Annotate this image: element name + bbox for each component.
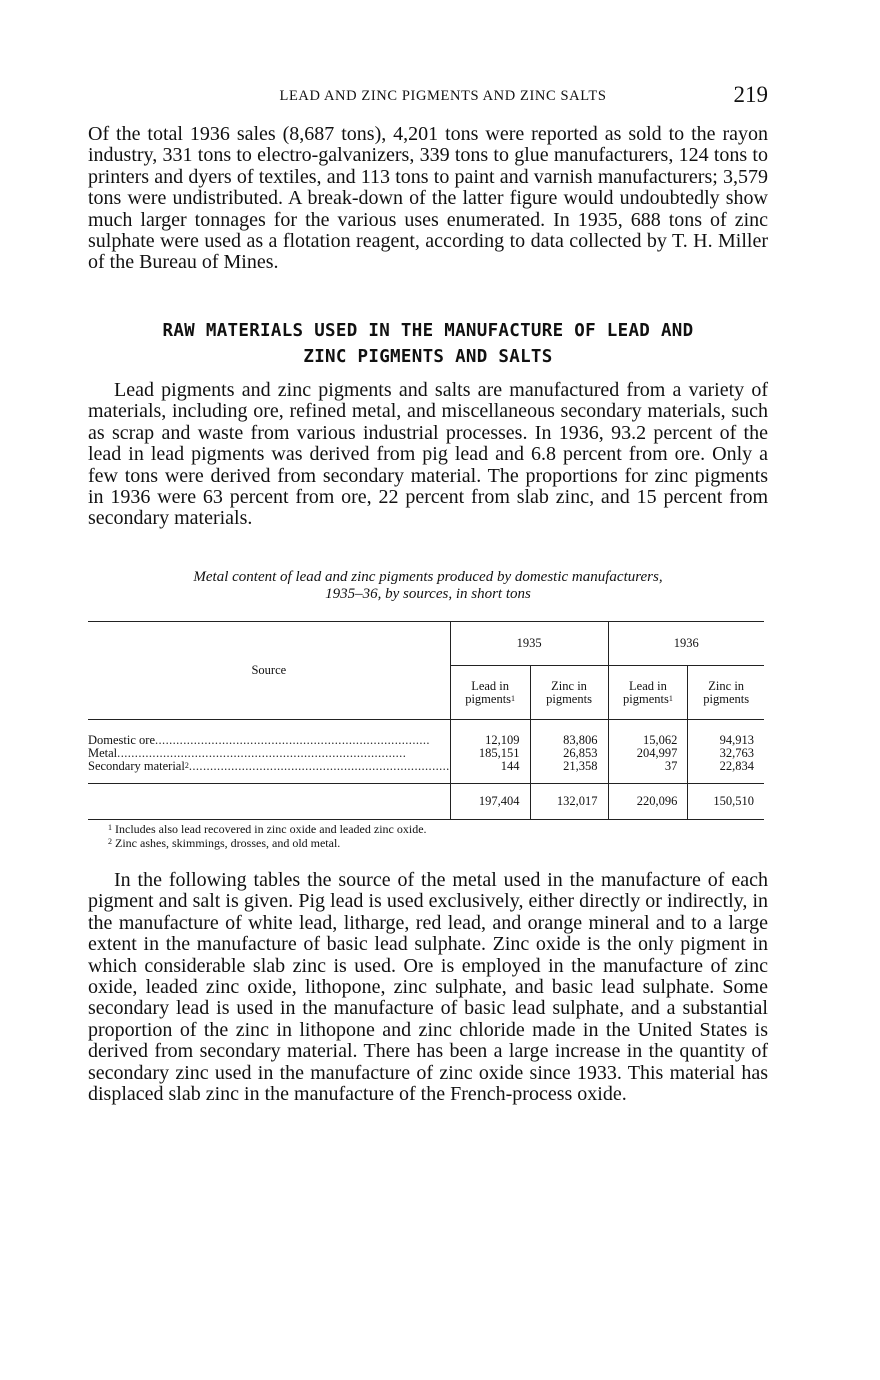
cell-value: 12,109 <box>450 720 530 748</box>
running-title: LEAD AND ZINC PIGMENTS AND ZINC SALTS <box>279 88 607 104</box>
total-value: 150,510 <box>688 784 764 820</box>
cell-value: 21,358 <box>530 760 608 784</box>
cell-value: 37 <box>608 760 688 784</box>
cell-value: 144 <box>450 760 530 784</box>
cell-value: 26,853 <box>530 747 608 760</box>
table-totals-row <box>88 784 764 820</box>
total-value: 197,404 <box>450 784 530 820</box>
cell-value: 15,062 <box>608 720 688 748</box>
page-number: 219 <box>733 82 768 107</box>
paragraph-rayon-sales: Of the total 1936 sales (8,687 tons), 4,201 tons were reported as sold to the rayon industry, 331 tons to electro-galvanizers, 339 tons to glue manufacturers, 124 tons to printers and dyers of textiles, and 113 tons to paint and varnish manufacturers; 3,579 tons were undistributed. A break-down of the latter figure would undoubtedly show much larger tonnages for the various uses enumerated. In 1935, 688 tons of zinc sulphate were used as a flotation reagent, according to data collected by T. H. Miller of the Bureau of Mines. <box>88 123 768 274</box>
table-footnotes <box>108 822 427 850</box>
table-row <box>88 720 764 748</box>
section-heading <box>88 318 768 370</box>
metal-content-table <box>88 621 764 820</box>
col-lead-1935: Lead in pigments$^1$ <box>450 666 530 720</box>
table-caption <box>88 569 768 603</box>
section-heading-line1: RAW MATERIALS USED IN THE MANUFACTURE OF LEAD AND <box>162 321 694 341</box>
section-heading-line2: ZINC PIGMENTS AND SALTS <box>303 347 553 367</box>
total-value: 220,096 <box>608 784 688 820</box>
year-1936-header: 1936 <box>608 622 764 666</box>
footnote-2: $^2$ Zinc ashes, skimmings, drosses, and old metal. <box>108 836 341 850</box>
paragraph-following-tables: In the following tables the source of the metal used in the manufacture of each pigment and salt is given. Pig lead is used exclusively, either directly or indirectly, in the manufacture of white lead, litharge, red lead, and orange mineral and to a large extent in the manufacture of basic lead sulphate. Zinc oxide is the only pigment in which considerable slab zinc is used. Ore is employed in the manufacture of zinc oxide, leaded zinc oxide, lithopone, zinc sulphate, and basic lead sulphate. Some secondary lead is used in the manufacture of basic lead sulphate, and a substantial proportion of the zinc in lithopone and zinc chloride made in the United States is derived from secondary material. There has been a large increase in the quantity of secondary zinc used in the manufacture of zinc oxide since 1933. This material has displaced slab zinc in the manufacture of the French-process oxide. <box>88 869 768 1106</box>
col-zinc-1936: Zinc in pigments <box>688 666 764 720</box>
year-1935-header: 1935 <box>450 622 608 666</box>
cell-value: 185,151 <box>450 747 530 760</box>
total-value: 132,017 <box>530 784 608 820</box>
cell-value: 204,997 <box>608 747 688 760</box>
table-header-row-years <box>88 622 764 666</box>
table-caption-line1: Metal content of lead and zinc pigments produced by domestic manufacturers, <box>193 569 663 585</box>
paragraph-raw-materials: Lead pigments and zinc pigments and salts are manufactured from a variety of materials, including ore, refined metal, and miscellaneous secondary materials, such as scrap and waste from various industrial processes. In 1936, 93.2 percent of the lead in lead pigments was derived from pig lead and 6.8 percent from ore. Only a few tons were derived from secondary material. The proportions for zinc pigments in 1936 were 63 percent from ore, 22 percent from slab zinc, and 15 percent from secondary materials. <box>88 379 768 530</box>
cell-value: 32,763 <box>688 747 764 760</box>
source-header: Source <box>88 622 450 720</box>
running-header <box>88 82 768 116</box>
cell-value: 22,834 <box>688 760 764 784</box>
table-row <box>88 747 764 760</box>
row-label-domestic-ore: Domestic ore.............................................................................. <box>88 733 430 747</box>
col-zinc-1935: Zinc in pigments <box>530 666 608 720</box>
col-lead-1936: Lead in pigments$^1$ <box>608 666 688 720</box>
row-label-metal: Metal.................................................................................. <box>88 747 407 760</box>
cell-value: 83,806 <box>530 720 608 748</box>
row-label-secondary-material: Secondary material$^2$.......................................................................... <box>88 760 450 784</box>
table-row <box>88 760 764 784</box>
table-caption-line2: 1935–36, by sources, in short tons <box>325 586 531 602</box>
footnote-1: $^1$ Includes also lead recovered in zinc oxide and leaded zinc oxide. <box>108 822 427 836</box>
cell-value: 94,913 <box>688 720 764 748</box>
